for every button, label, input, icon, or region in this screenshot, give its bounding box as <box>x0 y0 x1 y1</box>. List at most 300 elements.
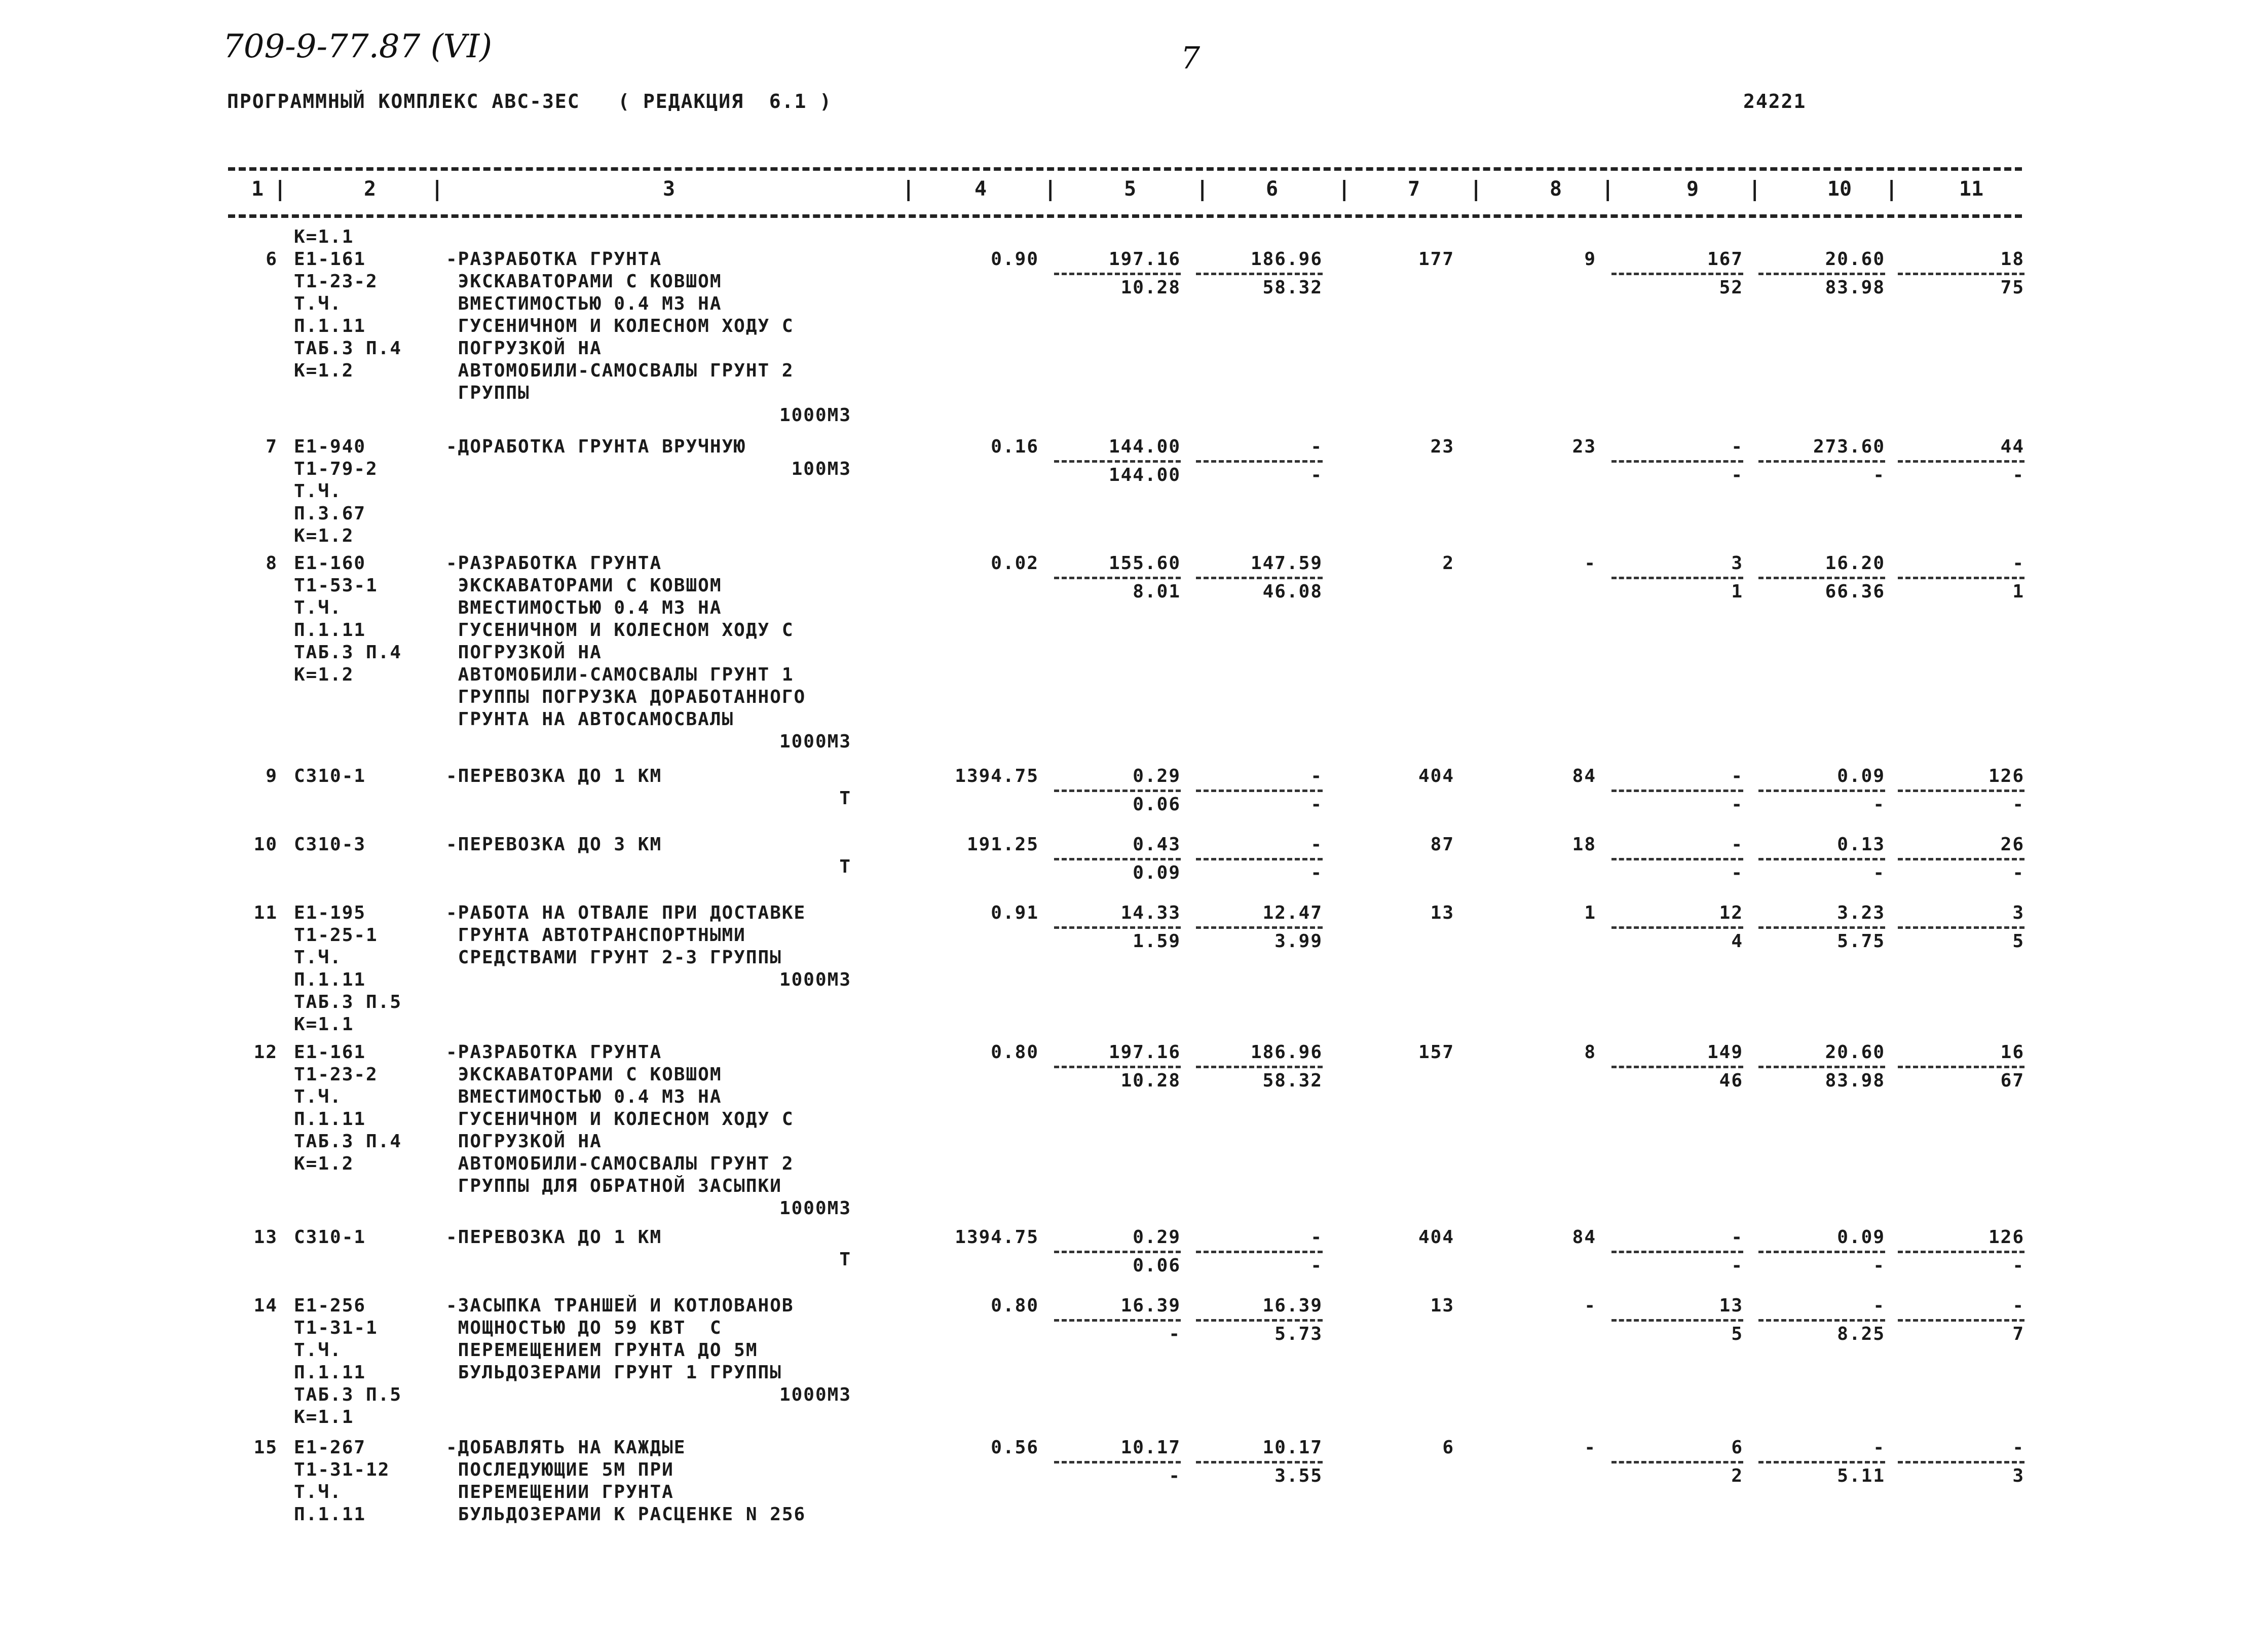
work-description: МОЩНОСТЬЮ ДО 59 КВТ С <box>446 1318 722 1338</box>
norm-code: Т1-31-1 <box>294 1318 378 1338</box>
norm-code: П.1.11 <box>294 1504 366 1525</box>
norm-code: Т.Ч. <box>294 293 342 314</box>
col8-value: - <box>1584 1437 1596 1458</box>
c5-lower-value: - <box>1169 1466 1181 1486</box>
cell-divider <box>1758 1251 1885 1253</box>
work-description: -РАБОТА НА ОТВАЛЕ ПРИ ДОСТАВКЕ <box>446 903 806 923</box>
c5-lower-value: 0.06 <box>1133 794 1181 815</box>
c11-lower-value: - <box>2012 862 2024 883</box>
c6-lower-value: 5.73 <box>1274 1324 1323 1344</box>
c6-upper-value: - <box>1310 834 1323 855</box>
cell-divider <box>1196 790 1323 792</box>
col8-value: 9 <box>1584 249 1596 270</box>
cell-divider <box>1196 926 1323 929</box>
column-separator: | <box>1885 176 1898 201</box>
quantity-value: 191.25 <box>966 834 1039 855</box>
cell-divider <box>1898 1066 2024 1068</box>
cell-divider <box>1054 790 1181 792</box>
cell-divider <box>1196 1461 1323 1463</box>
c11-lower-value: 1 <box>2012 581 2024 602</box>
cell-divider <box>1054 858 1181 860</box>
c11-upper-value: 44 <box>2000 436 2024 457</box>
norm-code: Е1-195 <box>294 903 366 923</box>
work-description: БУЛЬДОЗЕРАМИ ГРУНТ 1 ГРУППЫ <box>446 1362 782 1383</box>
unit-of-measure: Т <box>839 856 851 877</box>
c11-upper-value: 126 <box>1988 766 2024 786</box>
column-separator: | <box>1601 176 1615 201</box>
col7-value: 404 <box>1418 766 1454 786</box>
c9-lower-value: 4 <box>1731 931 1743 952</box>
work-description: АВТОМОБИЛИ-САМОСВАЛЫ ГРУНТ 2 <box>446 360 794 381</box>
cell-divider <box>1758 460 1885 463</box>
column-header-10: 10 <box>1827 177 1852 201</box>
cell-divider <box>1196 577 1323 579</box>
work-description: БУЛЬДОЗЕРАМИ К РАСЦЕНКЕ N 256 <box>446 1504 806 1525</box>
c6-lower-value: 58.32 <box>1262 1070 1323 1091</box>
work-description: ВМЕСТИМОСТЬЮ 0.4 М3 НА <box>446 293 722 314</box>
cell-divider <box>1054 926 1181 929</box>
norm-code: Е1-161 <box>294 1042 366 1063</box>
column-separator: | <box>431 176 444 201</box>
cell-divider <box>1611 1251 1743 1253</box>
c10-lower-value: 66.36 <box>1825 581 1885 602</box>
work-description: -РАЗРАБОТКА ГРУНТА <box>446 249 662 270</box>
c6-upper-value: - <box>1310 1227 1323 1248</box>
norm-code: Т1-79-2 <box>294 459 378 479</box>
c5-upper-value: 0.29 <box>1133 1227 1181 1248</box>
cell-divider <box>1611 273 1743 275</box>
cell-divider <box>1611 460 1743 463</box>
work-description: -ДОБАВЛЯТЬ НА КАЖДЫЕ <box>446 1437 686 1458</box>
work-description: ВМЕСТИМОСТЬЮ 0.4 М3 НА <box>446 597 722 618</box>
cell-divider <box>1611 577 1743 579</box>
c6-lower-value: - <box>1310 794 1323 815</box>
c9-upper-value: - <box>1731 834 1743 855</box>
row-number: 13 <box>253 1227 278 1248</box>
c5-upper-value: 16.39 <box>1120 1295 1181 1316</box>
col8-value: 84 <box>1572 1227 1596 1248</box>
work-description: АВТОМОБИЛИ-САМОСВАЛЫ ГРУНТ 1 <box>446 664 794 685</box>
column-header-7: 7 <box>1407 177 1420 201</box>
c11-upper-value: - <box>2012 1295 2024 1316</box>
c9-lower-value: 1 <box>1731 581 1743 602</box>
work-description: ЭКСКАВАТОРАМИ С КОВШОМ <box>446 271 722 292</box>
row-number: 11 <box>253 903 278 923</box>
c11-upper-value: - <box>2012 1437 2024 1458</box>
c5-upper-value: 14.33 <box>1120 903 1181 923</box>
norm-code: Т1-25-1 <box>294 925 378 946</box>
cell-divider <box>1611 790 1743 792</box>
work-description: ПОГРУЗКОЙ НА <box>446 642 602 663</box>
c10-upper-value: 3.23 <box>1837 903 1885 923</box>
c11-upper-value: 16 <box>2000 1042 2024 1063</box>
work-description: -ЗАСЫПКА ТРАНШЕЙ И КОТЛОВАНОВ <box>446 1295 794 1316</box>
work-description: ГРУППЫ ДЛЯ ОБРАТНОЙ ЗАСЫПКИ <box>446 1176 782 1196</box>
cell-divider <box>1758 858 1885 860</box>
cell-divider <box>1758 1461 1885 1463</box>
c9-lower-value: 46 <box>1719 1070 1743 1091</box>
work-description: ПОГРУЗКОЙ НА <box>446 1131 602 1152</box>
row-number: 10 <box>253 834 278 855</box>
c5-lower-value: 1.59 <box>1133 931 1181 952</box>
row-number: 14 <box>253 1295 278 1316</box>
row-number: 15 <box>253 1437 278 1458</box>
norm-code: ТАБ.3 П.4 <box>294 338 402 359</box>
c9-lower-value: - <box>1731 862 1743 883</box>
cell-divider <box>1898 926 2024 929</box>
norm-code: Т.Ч. <box>294 1482 342 1503</box>
cell-divider <box>1898 460 2024 463</box>
cell-divider <box>1196 1251 1323 1253</box>
c9-upper-value: 6 <box>1731 1437 1743 1458</box>
col7-value: 13 <box>1430 903 1454 923</box>
column-header-4: 4 <box>974 177 987 201</box>
column-header-11: 11 <box>1959 177 1984 201</box>
work-description: ПЕРЕМЕЩЕНИИ ГРУНТА <box>446 1482 674 1503</box>
norm-code: П.1.11 <box>294 1362 366 1383</box>
c6-lower-value: 58.32 <box>1262 277 1323 298</box>
work-description: -ПЕРЕВОЗКА ДО 1 КМ <box>446 1227 662 1248</box>
c6-upper-value: - <box>1310 766 1323 786</box>
row-number: 7 <box>266 436 278 457</box>
norm-code: Е1-940 <box>294 436 366 457</box>
column-separator: | <box>902 176 915 201</box>
column-header-9: 9 <box>1686 177 1699 201</box>
c11-lower-value: - <box>2012 465 2024 485</box>
c9-upper-value: - <box>1731 436 1743 457</box>
col8-value: 1 <box>1584 903 1596 923</box>
unit-of-measure: 1000М3 <box>779 1384 851 1405</box>
norm-code: П.1.11 <box>294 969 366 990</box>
cell-divider <box>1611 1066 1743 1068</box>
c10-lower-value: 83.98 <box>1825 1070 1885 1091</box>
cell-divider <box>1196 460 1323 463</box>
c10-lower-value: 5.75 <box>1837 931 1885 952</box>
c6-lower-value: - <box>1310 465 1323 485</box>
handwritten-page-number: 7 <box>1181 41 1201 76</box>
c6-upper-value: 10.17 <box>1262 1437 1323 1458</box>
norm-code: К=1.2 <box>294 664 354 685</box>
work-description: ГРУППЫ <box>446 383 530 403</box>
cell-divider <box>1054 273 1181 275</box>
work-description: СРЕДСТВАМИ ГРУНТ 2-3 ГРУППЫ <box>446 947 782 968</box>
cell-divider <box>1611 926 1743 929</box>
norm-code: К=1.1 <box>294 1014 354 1035</box>
c11-lower-value: 3 <box>2012 1466 2024 1486</box>
cell-divider <box>1898 858 2024 860</box>
cell-divider <box>1898 1461 2024 1463</box>
col7-value: 404 <box>1418 1227 1454 1248</box>
c6-upper-value: 186.96 <box>1250 249 1323 270</box>
quantity-value: 1394.75 <box>955 766 1039 786</box>
quantity-value: 0.56 <box>991 1437 1039 1458</box>
quantity-value: 0.80 <box>991 1295 1039 1316</box>
col8-value: - <box>1584 1295 1596 1316</box>
norm-code: П.1.11 <box>294 620 366 641</box>
c9-lower-value: - <box>1731 1255 1743 1276</box>
work-description: ГУСЕНИЧНОМ И КОЛЕСНОМ ХОДУ С <box>446 1109 794 1130</box>
norm-code: ТАБ.3 П.5 <box>294 992 402 1012</box>
unit-of-measure: 1000М3 <box>779 405 851 426</box>
cell-divider <box>1054 460 1181 463</box>
norm-code: ТАБ.3 П.5 <box>294 1384 402 1405</box>
work-description: ГУСЕНИЧНОМ И КОЛЕСНОМ ХОДУ С <box>446 620 794 641</box>
column-header-5: 5 <box>1123 177 1137 201</box>
c6-lower-value: - <box>1310 862 1323 883</box>
norm-code: Т1-31-12 <box>294 1459 390 1480</box>
c9-upper-value: 149 <box>1707 1042 1743 1063</box>
c6-upper-value: 16.39 <box>1262 1295 1323 1316</box>
norm-code: Т.Ч. <box>294 481 342 502</box>
norm-code: Т1-23-2 <box>294 271 378 292</box>
c5-lower-value: 8.01 <box>1133 581 1181 602</box>
c10-upper-value: 0.09 <box>1837 766 1885 786</box>
leading-coefficient: К=1.1 <box>294 227 354 247</box>
cell-divider <box>1758 273 1885 275</box>
quantity-value: 0.16 <box>991 436 1039 457</box>
c10-upper-value: 273.60 <box>1813 436 1885 457</box>
c5-upper-value: 197.16 <box>1108 1042 1181 1063</box>
unit-of-measure: 100М3 <box>791 459 851 479</box>
c6-upper-value: - <box>1310 436 1323 457</box>
work-description: -ДОРАБОТКА ГРУНТА ВРУЧНУЮ <box>446 436 746 457</box>
c11-upper-value: 3 <box>2012 903 2024 923</box>
norm-code: ТАБ.3 П.4 <box>294 642 402 663</box>
c6-upper-value: 147.59 <box>1250 553 1323 574</box>
col7-value: 2 <box>1442 553 1454 574</box>
c9-lower-value: 2 <box>1731 1466 1743 1486</box>
c10-lower-value: - <box>1873 1255 1885 1276</box>
work-description: -РАЗРАБОТКА ГРУНТА <box>446 553 662 574</box>
c11-lower-value: 67 <box>2000 1070 2024 1091</box>
quantity-value: 0.02 <box>991 553 1039 574</box>
work-description: ПОГРУЗКОЙ НА <box>446 338 602 359</box>
cell-divider <box>1054 577 1181 579</box>
c5-upper-value: 0.43 <box>1133 834 1181 855</box>
c9-upper-value: 12 <box>1719 903 1743 923</box>
c10-lower-value: - <box>1873 862 1885 883</box>
c10-upper-value: 0.13 <box>1837 834 1885 855</box>
quantity-value: 1394.75 <box>955 1227 1039 1248</box>
cell-divider <box>1758 577 1885 579</box>
c10-upper-value: - <box>1873 1437 1885 1458</box>
row-number: 6 <box>266 249 278 270</box>
norm-code: К=1.1 <box>294 1407 354 1428</box>
c6-lower-value: - <box>1310 1255 1323 1276</box>
c10-upper-value: - <box>1873 1295 1885 1316</box>
c10-upper-value: 0.09 <box>1837 1227 1885 1248</box>
norm-code: К=1.2 <box>294 360 354 381</box>
unit-of-measure: 1000М3 <box>779 731 851 752</box>
c11-upper-value: 26 <box>2000 834 2024 855</box>
norm-code: ТАБ.3 П.4 <box>294 1131 402 1152</box>
norm-code: Е1-267 <box>294 1437 366 1458</box>
norm-code: К=1.2 <box>294 525 354 546</box>
norm-code: П.3.67 <box>294 503 366 524</box>
cell-divider <box>1611 1461 1743 1463</box>
col7-value: 87 <box>1430 834 1454 855</box>
norm-code: Т1-23-2 <box>294 1064 378 1085</box>
column-header-6: 6 <box>1265 177 1279 201</box>
c9-upper-value: 3 <box>1731 553 1743 574</box>
cell-divider <box>1898 1319 2024 1322</box>
c5-upper-value: 155.60 <box>1108 553 1181 574</box>
column-separator: | <box>1748 176 1761 201</box>
cell-divider <box>1611 858 1743 860</box>
column-header-8: 8 <box>1549 177 1562 201</box>
c9-upper-value: 167 <box>1707 249 1743 270</box>
norm-code: Е1-161 <box>294 249 366 270</box>
norm-code: К=1.2 <box>294 1153 354 1174</box>
cell-divider <box>1758 1066 1885 1068</box>
unit-of-measure: 1000М3 <box>779 969 851 990</box>
work-description: ЭКСКАВАТОРАМИ С КОВШОМ <box>446 1064 722 1085</box>
column-header-3: 3 <box>662 177 676 201</box>
norm-code: П.1.11 <box>294 1109 366 1130</box>
cell-divider <box>1196 858 1323 860</box>
col7-value: 6 <box>1442 1437 1454 1458</box>
norm-code: Т1-53-1 <box>294 575 378 596</box>
column-header-1: 1 <box>251 177 264 201</box>
cell-divider <box>1054 1066 1181 1068</box>
c5-lower-value: 10.28 <box>1120 277 1181 298</box>
unit-of-measure: Т <box>839 1249 851 1270</box>
c5-lower-value: - <box>1169 1324 1181 1344</box>
column-separator: | <box>1196 176 1209 201</box>
cell-divider <box>1054 1319 1181 1322</box>
cell-divider <box>1054 1251 1181 1253</box>
row-number: 9 <box>266 766 278 786</box>
c5-upper-value: 144.00 <box>1108 436 1181 457</box>
c5-lower-value: 10.28 <box>1120 1070 1181 1091</box>
c10-lower-value: 8.25 <box>1837 1324 1885 1344</box>
work-description: ГРУППЫ ПОГРУЗКА ДОРАБОТАННОГО <box>446 687 806 707</box>
work-description: ПОСЛЕДУЮЩИЕ 5М ПРИ <box>446 1459 674 1480</box>
c11-lower-value: 5 <box>2012 931 2024 952</box>
c10-upper-value: 20.60 <box>1825 249 1885 270</box>
c5-lower-value: 0.06 <box>1133 1255 1181 1276</box>
c5-upper-value: 197.16 <box>1108 249 1181 270</box>
cell-divider <box>1196 1066 1323 1068</box>
c6-upper-value: 186.96 <box>1250 1042 1323 1063</box>
c9-upper-value: - <box>1731 1227 1743 1248</box>
norm-code: Е1-160 <box>294 553 366 574</box>
column-separator: | <box>1044 176 1057 201</box>
quantity-value: 0.80 <box>991 1042 1039 1063</box>
column-separator: | <box>274 176 287 201</box>
norm-code: С310-1 <box>294 1227 366 1248</box>
col8-value: 23 <box>1572 436 1596 457</box>
c5-upper-value: 0.29 <box>1133 766 1181 786</box>
c9-lower-value: 5 <box>1731 1324 1743 1344</box>
row-number: 12 <box>253 1042 278 1063</box>
col7-value: 13 <box>1430 1295 1454 1316</box>
norm-code: С310-1 <box>294 766 366 786</box>
quantity-value: 0.90 <box>991 249 1039 270</box>
c10-upper-value: 20.60 <box>1825 1042 1885 1063</box>
c6-lower-value: 46.08 <box>1262 581 1323 602</box>
cell-divider <box>1196 273 1323 275</box>
cell-divider <box>1898 273 2024 275</box>
sheet-number: 24221 <box>1743 90 1807 112</box>
c11-lower-value: - <box>2012 794 2024 815</box>
norm-code: П.1.11 <box>294 316 366 336</box>
row-number: 8 <box>266 553 278 574</box>
column-header-2: 2 <box>363 177 377 201</box>
cell-divider <box>1758 926 1885 929</box>
c5-upper-value: 10.17 <box>1120 1437 1181 1458</box>
norm-code: С310-3 <box>294 834 366 855</box>
c5-lower-value: 144.00 <box>1108 465 1181 485</box>
quantity-value: 0.91 <box>991 903 1039 923</box>
cell-divider <box>1054 1461 1181 1463</box>
handwritten-document-code: 709-9-77.87 (VI) <box>223 28 493 65</box>
c11-lower-value: - <box>2012 1255 2024 1276</box>
norm-code: Е1-256 <box>294 1295 366 1316</box>
cell-divider <box>1758 790 1885 792</box>
col7-value: 157 <box>1418 1042 1454 1063</box>
cell-divider <box>1196 1319 1323 1322</box>
c9-upper-value: - <box>1731 766 1743 786</box>
cell-divider <box>1611 1319 1743 1322</box>
c9-lower-value: - <box>1731 465 1743 485</box>
c11-upper-value: 18 <box>2000 249 2024 270</box>
c10-lower-value: - <box>1873 465 1885 485</box>
work-description: -ПЕРЕВОЗКА ДО 3 КМ <box>446 834 662 855</box>
col8-value: 8 <box>1584 1042 1596 1063</box>
c9-lower-value: 52 <box>1719 277 1743 298</box>
cell-divider <box>1898 577 2024 579</box>
work-description: -ПЕРЕВОЗКА ДО 1 КМ <box>446 766 662 786</box>
c10-lower-value: 5.11 <box>1837 1466 1885 1486</box>
c6-upper-value: 12.47 <box>1262 903 1323 923</box>
column-separator: | <box>1470 176 1483 201</box>
column-separator: | <box>1338 176 1351 201</box>
col7-value: 23 <box>1430 436 1454 457</box>
c10-upper-value: 16.20 <box>1825 553 1885 574</box>
c11-lower-value: 7 <box>2012 1324 2024 1344</box>
unit-of-measure: Т <box>839 788 851 809</box>
cell-divider <box>1758 1319 1885 1322</box>
c10-lower-value: - <box>1873 794 1885 815</box>
norm-code: Т.Ч. <box>294 597 342 618</box>
work-description: ГУСЕНИЧНОМ И КОЛЕСНОМ ХОДУ С <box>446 316 794 336</box>
work-description: АВТОМОБИЛИ-САМОСВАЛЫ ГРУНТ 2 <box>446 1153 794 1174</box>
work-description: ГРУНТА АВТОТРАНСПОРТНЫМИ <box>446 925 746 946</box>
c11-upper-value: 126 <box>1988 1227 2024 1248</box>
col8-value: 18 <box>1572 834 1596 855</box>
c6-lower-value: 3.55 <box>1274 1466 1323 1486</box>
work-description: ВМЕСТИМОСТЬЮ 0.4 М3 НА <box>446 1086 722 1107</box>
cell-divider <box>1898 1251 2024 1253</box>
col8-value: - <box>1584 553 1596 574</box>
col7-value: 177 <box>1418 249 1454 270</box>
c9-upper-value: 13 <box>1719 1295 1743 1316</box>
norm-code: Т.Ч. <box>294 1340 342 1361</box>
c11-lower-value: 75 <box>2000 277 2024 298</box>
norm-code: Т.Ч. <box>294 1086 342 1107</box>
work-description: ЭКСКАВАТОРАМИ С КОВШОМ <box>446 575 722 596</box>
c6-lower-value: 3.99 <box>1274 931 1323 952</box>
norm-code: Т.Ч. <box>294 947 342 968</box>
work-description: ГРУНТА НА АВТОСАМОСВАЛЫ <box>446 709 734 730</box>
work-description: ПЕРЕМЕЩЕНИЕМ ГРУНТА ДО 5М <box>446 1340 758 1361</box>
unit-of-measure: 1000М3 <box>779 1198 851 1219</box>
work-description: -РАЗРАБОТКА ГРУНТА <box>446 1042 662 1063</box>
program-title: ПРОГРАММНЫЙ КОМПЛЕКС АВС-3ЕС ( РЕДАКЦИЯ 6.1 ) <box>227 90 833 112</box>
col8-value: 84 <box>1572 766 1596 786</box>
c10-lower-value: 83.98 <box>1825 277 1885 298</box>
